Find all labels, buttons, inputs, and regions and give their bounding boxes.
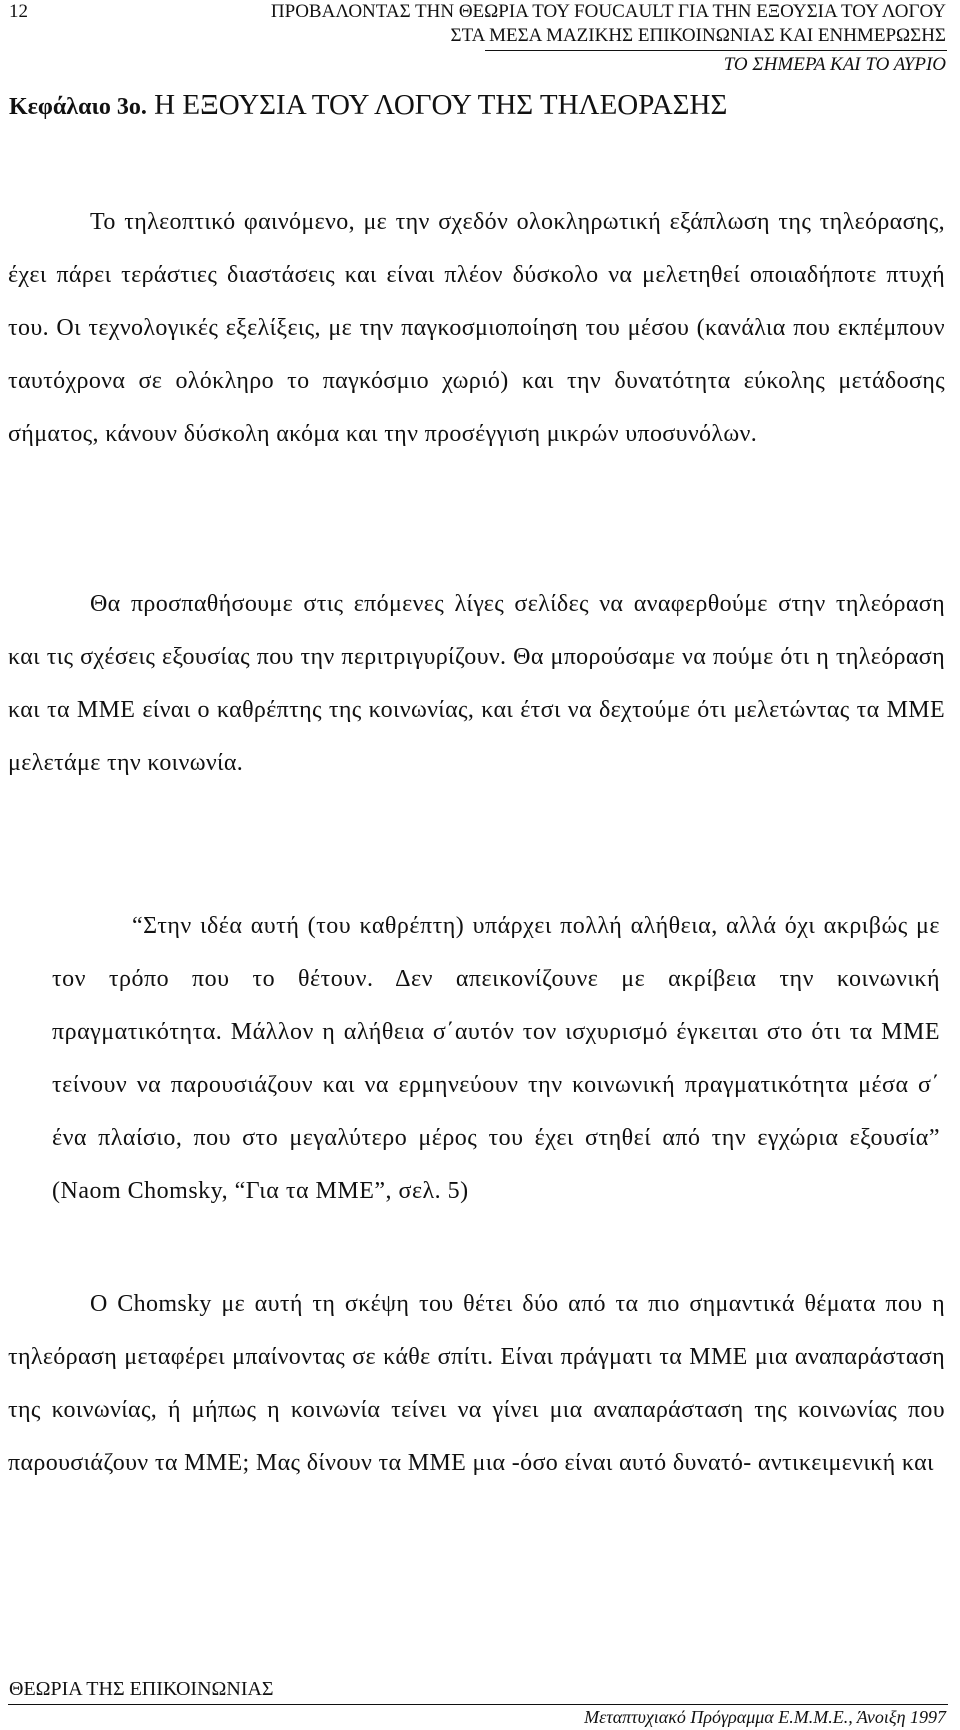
page-number: 12 — [9, 1, 28, 22]
chapter-number: Κεφάλαιο 3ο. — [9, 94, 147, 120]
footer-program: Μεταπτυχιακό Πρόγραμμα Ε.Μ.Μ.Ε., Άνοιξη 1997 — [584, 1707, 946, 1727]
body-paragraph-1: Το τηλεοπτικό φαινόμενο, με την σχεδόν ολοκληρωτική εξάπλωση της τηλεόρασης, έχει πάρει τεράστιες διαστάσεις και είναι πλέον δύσκολο να μελετηθεί οποιαδήποτε πτυχή του. Οι τεχνολογικές εξελίξεις, με την παγκοσμιοποίηση του μέσου (κανάλια που εκπέμπουν ταυτόχρονα σε ολόκληρο το παγκόσμιο χωριό) και την δυνατότητα εύκολης μετάδοσης σήματος, κάνουν δύσκολη ακόμα και την προσέγγιση μικρών υποσυνόλων. — [8, 209, 945, 447]
running-head-line-3: ΤΟ ΣΗΜΕΡΑ ΚΑΙ ΤΟ ΑΥΡΙΟ — [723, 54, 946, 75]
running-head-line-1: ΠΡΟΒΑΛΟΝΤΑΣ ΤΗΝ ΘΕΩΡΙΑ ΤΟΥ FOUCAULT ΓΙΑ ΤΗΝ ΕΞΟΥΣΙΑ ΤΟΥ ΛΟΓΟΥ — [270, 1, 946, 22]
chapter-heading — [9, 87, 727, 125]
body-paragraph-2: Θα προσπαθήσουμε στις επόμενες λίγες σελίδες να αναφερθούμε στην τηλεόραση και τις σχέσεις εξουσίας που την περιτριγυρίζουν. Θα μπορούσαμε να πούμε ότι η τηλεόραση και τα ΜΜΕ είναι ο καθρέπτης της κοινωνίας, και έτσι να δεχτούμε ότι μελετώντας τα ΜΜΕ μελετάμε την κοινωνία. — [8, 591, 945, 776]
running-head-line-2: ΣΤΑ ΜΕΣΑ ΜΑΖΙΚΗΣ ΕΠΙΚΟΙΝΩΝΙΑΣ ΚΑΙ ΕΝΗΜΕΡΩΣΗΣ — [450, 25, 946, 46]
header-rule — [485, 50, 947, 51]
footer-title: ΘΕΩΡΙΑ ΤΗΣ ΕΠΙΚΟΙΝΩΝΙΑΣ — [9, 1678, 274, 1700]
block-quote: “Στην ιδέα αυτή (του καθρέπτη) υπάρχει πολλή αλήθεια, αλλά όχι ακριβώς με τον τρόπο που το θέτουν. Δεν απεικονίζουνε με ακρίβεια την κοινωνική πραγματικότητα. Μάλλον η αλήθεια σ΄αυτόν τον ισχυρισμό έγκειται στο ότι τα ΜΜΕ τείνουν να παρουσιάζουν και να ερμηνεύουν την κοινωνική πραγματικότητα μέσα σ΄ ένα πλαίσιο, που στο μεγαλύτερο μέρος του έχει στηθεί από την εγχώρια εξουσία” (Naom Chomsky, “Για τα ΜΜΕ”, σελ. 5) — [52, 913, 940, 1204]
chapter-title: Η ΕΞΟΥΣΙΑ ΤΟΥ ΛΟΓΟΥ ΤΗΣ ΤΗΛΕΟΡΑΣΗΣ — [154, 89, 728, 121]
footer-rule — [8, 1704, 948, 1705]
body-paragraph-3: Ο Chomsky με αυτή τη σκέψη του θέτει δύο από τα πιο σημαντικά θέματα που η τηλεόραση μεταφέρει μπαίνοντας σε κάθε σπίτι. Είναι πράγματι τα ΜΜΕ μια αναπαράσταση της κοινωνίας, ή μήπως η κοινωνία τείνει να γίνει μια αναπαράσταση της κοινωνίας που παρουσιάζουν τα ΜΜΕ; Μας δίνουν τα ΜΜΕ μια -όσο είναι αυτό δυνατό- αντικειμενική και — [8, 1291, 945, 1476]
